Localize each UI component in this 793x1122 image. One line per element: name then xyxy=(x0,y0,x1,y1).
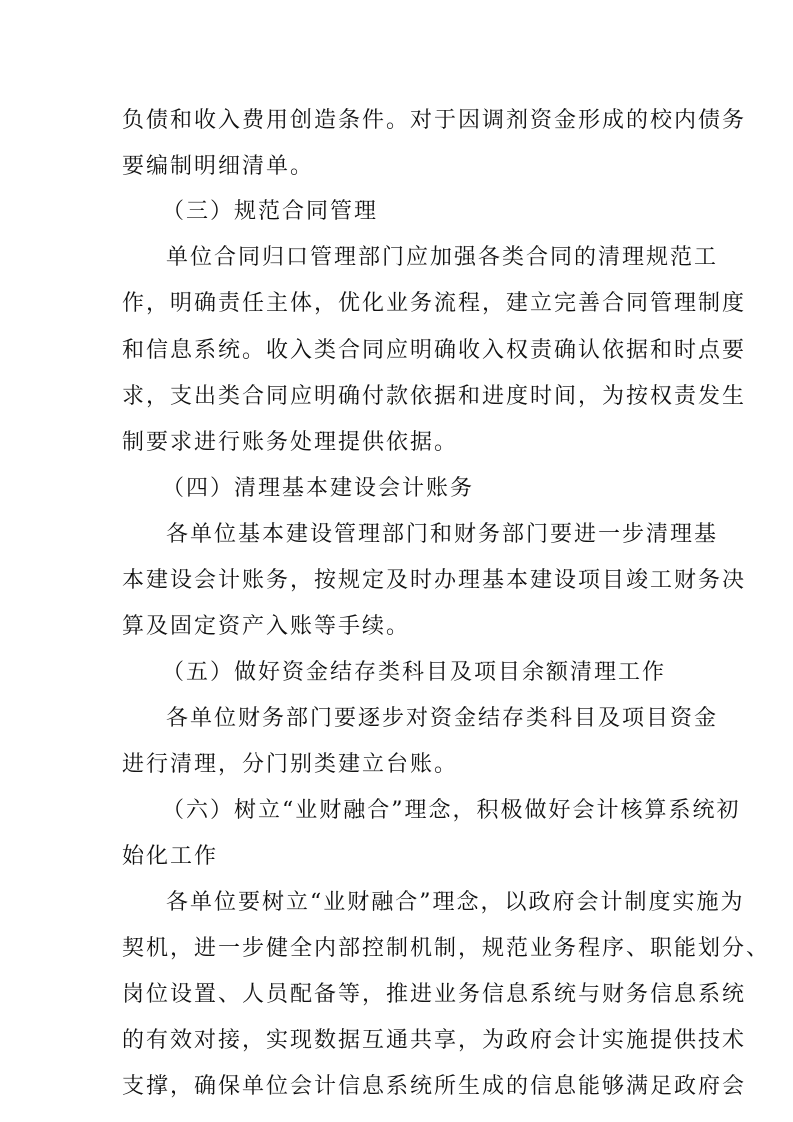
body-text-line: 作，明确责任主体，优化业务流程，建立完善合同管理制度 xyxy=(122,291,747,316)
body-text-line: 契机，进一步健全内部控制机制，规范业务程序、职能划分、 xyxy=(122,936,771,961)
body-text-line: 各单位要树立“业财融合”理念，以政府会计制度实施为 xyxy=(166,890,745,915)
body-text-line: 单位合同归口管理部门应加强各类合同的清理规范工 xyxy=(166,245,719,270)
body-text-line: 和信息系统。收入类合同应明确收入权责确认依据和时点要 xyxy=(122,338,747,363)
body-text-line: 算及固定资产入账等手续。 xyxy=(122,614,411,639)
section-heading-4: （四）清理基本建设会计账务 xyxy=(162,476,475,501)
section-heading-6-continued: 始化工作 xyxy=(122,844,219,869)
body-text-line: 制要求进行账务处理提供依据。 xyxy=(122,430,459,455)
body-text-line: 各单位基本建设管理部门和财务部门要进一步清理基 xyxy=(166,522,719,547)
body-text-line: 负债和收入费用创造条件。对于因调剂资金形成的校内债务 xyxy=(122,108,747,133)
section-heading-6: （六）树立“业财融合”理念，积极做好会计核算系统初 xyxy=(162,798,741,823)
body-text-line: 进行清理，分门别类建立台账。 xyxy=(122,752,459,777)
body-text-line: 岗位设置、人员配备等，推进业务信息系统与财务信息系统 xyxy=(122,982,747,1007)
body-text-line: 要编制明细清单。 xyxy=(122,154,315,179)
section-heading-3: （三）规范合同管理 xyxy=(162,199,379,224)
body-text-line: 的有效对接，实现数据互通共享，为政府会计实施提供技术 xyxy=(122,1028,747,1053)
body-text-line: 支撑，确保单位会计信息系统所生成的信息能够满足政府会 xyxy=(122,1074,747,1099)
section-heading-5: （五）做好资金结存类科目及项目余额清理工作 xyxy=(162,660,667,685)
body-text-line: 本建设会计账务，按规定及时办理基本建设项目竣工财务决 xyxy=(122,568,747,593)
body-text-line: 求，支出类合同应明确付款依据和进度时间，为按权责发生 xyxy=(122,384,747,409)
body-text-line: 各单位财务部门要逐步对资金结存类科目及项目资金 xyxy=(166,706,719,731)
